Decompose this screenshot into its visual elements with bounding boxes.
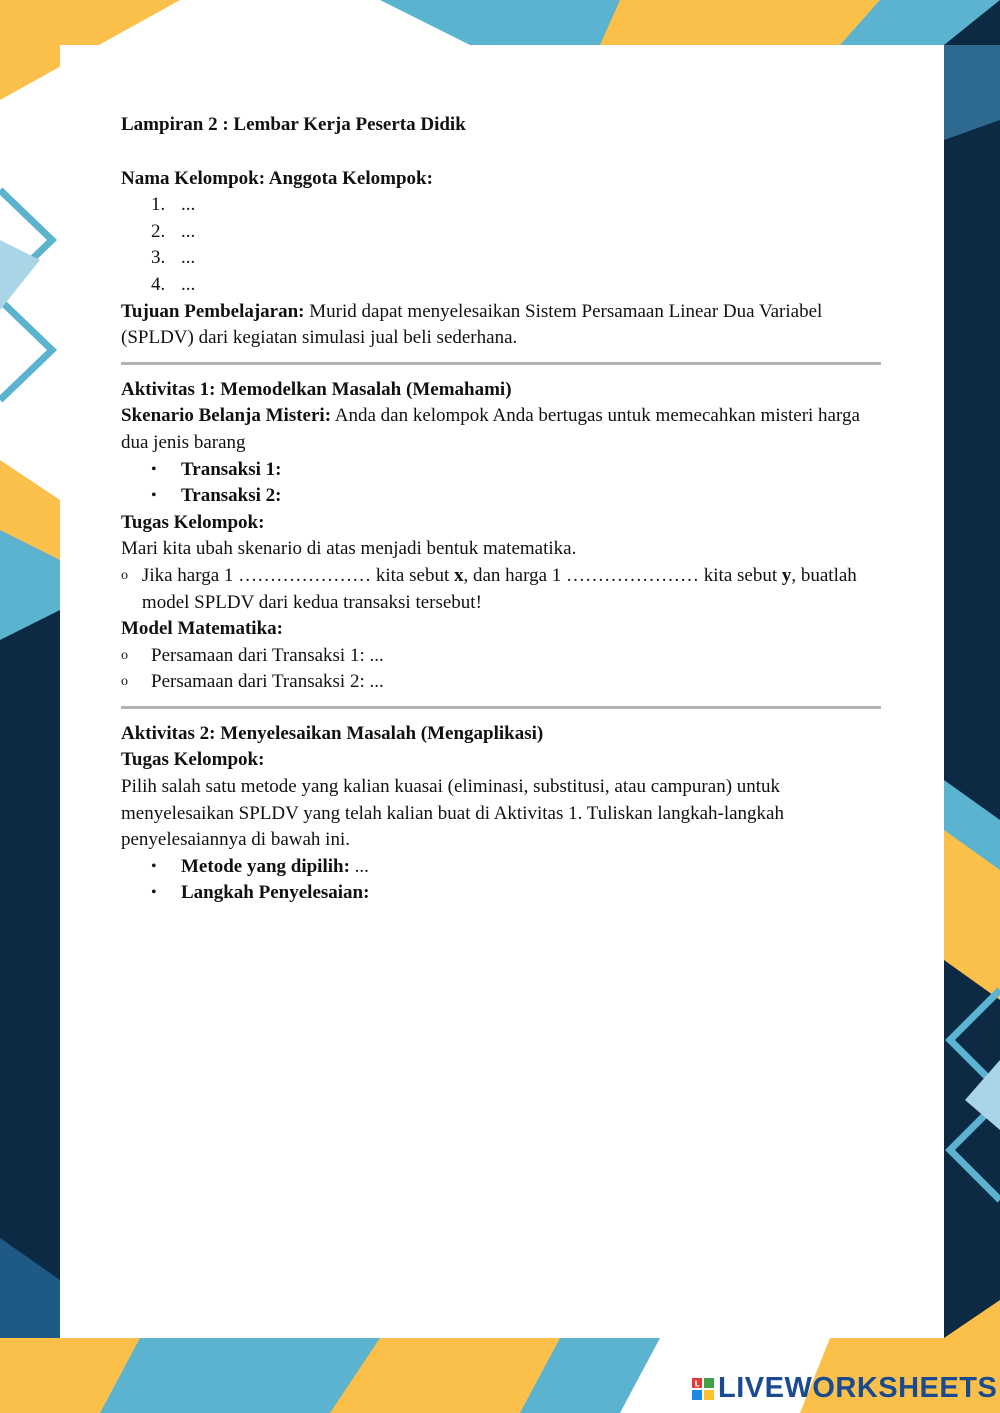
member-item: 2. ... bbox=[151, 220, 196, 242]
member-item: 4. ... bbox=[151, 273, 196, 295]
task-paragraph: Pilih salah satu metode yang kalian kuasai (eliminasi, substitusi, atau campuran) untuk menyelesaikan SPLDV yang telah kalian buat di Aktivitas 1. Tuliskan langkah-langkah penyelesaiannya di bawah ini. bbox=[121, 776, 784, 851]
equation-item: o Persamaan dari Transaksi 1: ... bbox=[121, 644, 384, 666]
liveworksheets-logo-icon bbox=[692, 1378, 714, 1400]
logo-text: LIVEWORKSHEETS bbox=[718, 1372, 998, 1404]
worksheet-content bbox=[121, 112, 881, 907]
activity1-title: Aktivitas 1: Memodelkan Masalah (Memahami) bbox=[121, 378, 512, 400]
steps-item: • Langkah Penyelesaian: bbox=[151, 882, 370, 904]
model-label: Model Matematika: bbox=[121, 618, 283, 640]
instruction-item: o Jika harga 1 ………………… kita sebut x, dan harga 1 ………………… kita sebut y, buatlah model SPLDV dari kedua transaksi tersebut! bbox=[121, 564, 857, 613]
method-item: • Metode yang dipilih: ... bbox=[151, 855, 369, 877]
section-divider bbox=[121, 362, 881, 365]
equation-item: o Persamaan dari Transaksi 2: ... bbox=[121, 671, 384, 693]
activity2-title: Aktivitas 2: Menyelesaikan Masalah (Mengaplikasi) bbox=[121, 722, 544, 744]
task-label: Tugas Kelompok: bbox=[121, 511, 265, 533]
section-divider bbox=[121, 706, 881, 709]
transaction-item: • Transaksi 2: bbox=[151, 485, 282, 507]
scenario-paragraph: Skenario Belanja Misteri: Anda dan kelompok Anda bertugas untuk memecahkan misteri harga dua jenis barang bbox=[121, 405, 860, 453]
group-label: Nama Kelompok: Anggota Kelompok: bbox=[121, 167, 433, 189]
liveworksheets-logo bbox=[692, 1372, 997, 1405]
learning-objective: Tujuan Pembelajaran: Murid dapat menyelesaikan Sistem Persamaan Linear Dua Variabel (SPLDV) dari kegiatan simulasi jual beli sederhana. bbox=[121, 300, 823, 349]
task-label: Tugas Kelompok: bbox=[121, 749, 265, 771]
svg-text:L: L bbox=[694, 1379, 700, 1388]
member-item: 3. ... bbox=[151, 247, 196, 269]
task-intro: Mari kita ubah skenario di atas menjadi bentuk matematika. bbox=[121, 538, 577, 560]
transaction-item: • Transaksi 1: bbox=[151, 458, 282, 480]
member-item: 1. ... bbox=[151, 194, 196, 216]
page-title: Lampiran 2 : Lembar Kerja Peserta Didik bbox=[121, 114, 466, 135]
